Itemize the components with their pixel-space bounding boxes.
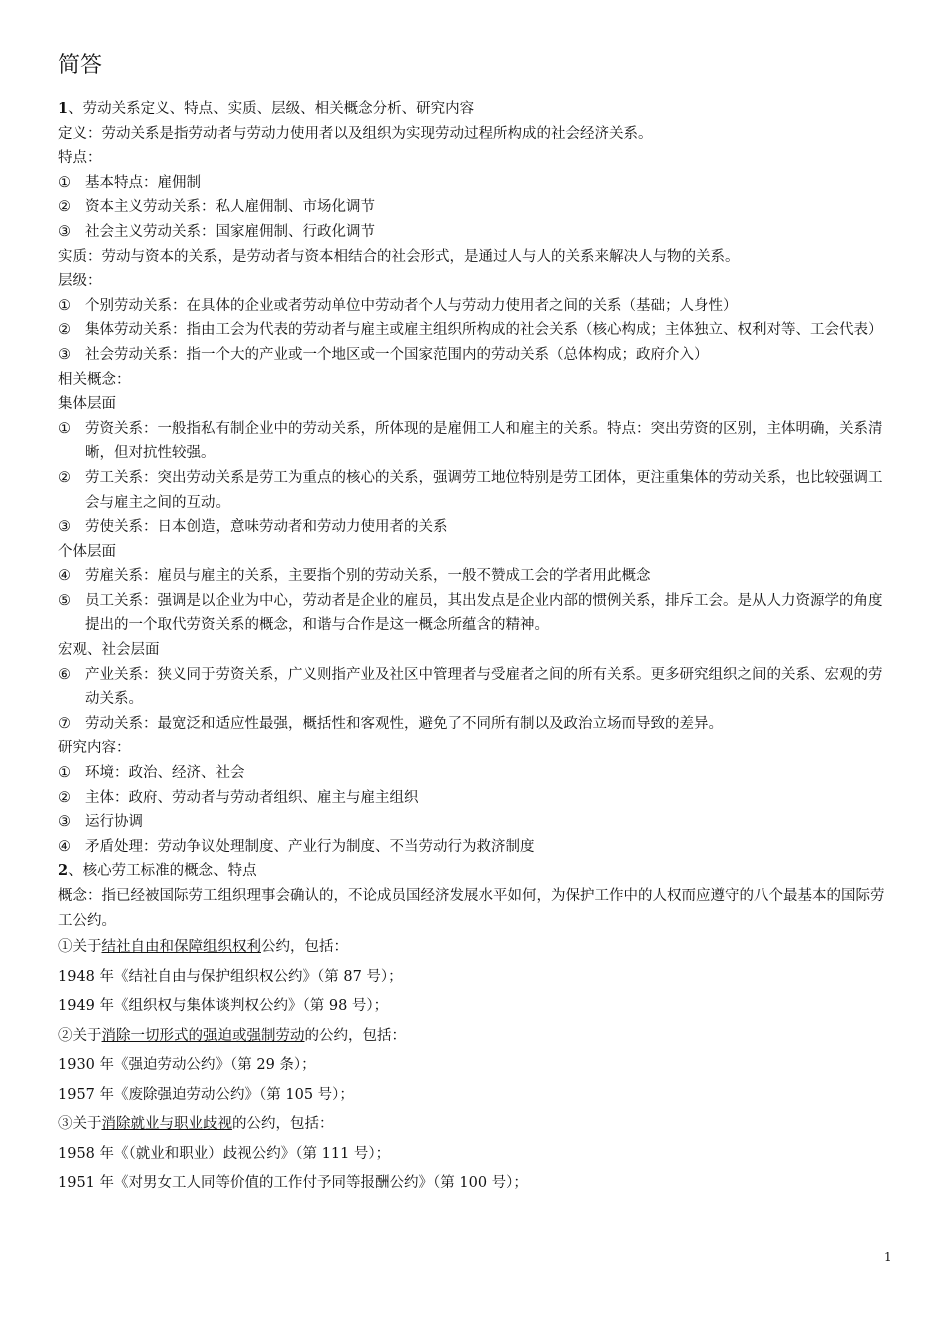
list-item xyxy=(58,171,894,196)
definition: 定义：劳动关系是指劳动者与劳动力使用者以及组织为实现劳动过程所构成的社会经济关系。 xyxy=(58,125,653,142)
list-marker: ① xyxy=(58,297,71,314)
question-2-heading: 2、核心劳工标准的概念、特点 xyxy=(58,862,257,880)
list-item-text: 产业关系：狭义同于劳资关系，广义则指产业及社区中管理者与受雇者之间的所有关系。更多研究组织之间的关系、宏观的劳动关系。 xyxy=(85,666,883,708)
list-item-text: 基本特点：雇佣制 xyxy=(85,174,201,191)
list-item-text: 劳使关系：日本创造，意味劳动者和劳动力使用者的关系 xyxy=(85,519,448,536)
list-item-text: 员工关系：强调是以企业为中心，劳动者是企业的雇员，其出发点是企业内部的惯例关系，排斥工会。是从人力资源学的角度提出的一个取代劳资关系的概念，和谐与合作是这一概念所蕴含的精神。 xyxy=(85,592,883,634)
convention-item: 1958 年《（就业和职业）歧视公约》（第 111 号）； xyxy=(58,1145,391,1162)
list-item-text: 资本主义劳动关系：私人雇佣制、市场化调节 xyxy=(85,199,375,216)
list-item-text: 集体劳动关系：指由工会为代表的劳动者与雇主或雇主组织所构成的社会关系（核心构成；主体独立、权利对等、工会代表） xyxy=(85,322,883,339)
levels-list xyxy=(58,294,894,368)
document-body xyxy=(58,97,894,1199)
list-item xyxy=(58,515,894,540)
list-item-text: 劳工关系：突出劳动关系是劳工为重点的核心的关系，强调劳工地位特别是劳工团体，更注重集体的劳动关系，也比较强调工会与雇主之间的互动。 xyxy=(85,469,883,511)
list-item xyxy=(58,343,894,368)
list-item-text: 劳雇关系：雇员与雇主的关系，主要指个别的劳动关系，一般不赞成工会的学者用此概念 xyxy=(85,568,651,585)
list-marker: ① xyxy=(58,765,71,782)
list-item-text: 社会主义劳动关系：国家雇佣制、行政化调节 xyxy=(85,223,375,240)
list-item-text: 社会劳动关系：指一个大的产业或一个地区或一个国家范围内的劳动关系（总体构成；政府介入） xyxy=(85,346,709,363)
list-item xyxy=(58,810,894,835)
list-marker: ④ xyxy=(58,838,71,855)
list-item-text: 运行协调 xyxy=(85,814,143,831)
list-marker: ③ xyxy=(58,519,71,536)
list-item-text: 个别劳动关系：在具体的企业或者劳动单位中劳动者个人与劳动力使用者之间的关系（基础；人身性） xyxy=(85,297,738,314)
convention-group-heading: ①关于结社自由和保障组织权利公约，包括： xyxy=(58,939,348,956)
concepts-label: 相关概念： xyxy=(58,371,131,388)
essence: 实质：劳动与资本的关系，是劳动者与资本相结合的社会形式，是通过人与人的关系来解决人与物的关系。 xyxy=(58,248,740,265)
macro-list xyxy=(58,663,894,737)
collective-label: 集体层面 xyxy=(58,396,116,413)
list-marker: ② xyxy=(58,322,71,339)
list-marker: ③ xyxy=(58,814,71,831)
list-item xyxy=(58,589,894,638)
list-marker: ① xyxy=(58,420,71,437)
collective-list xyxy=(58,417,894,540)
features-list xyxy=(58,171,894,245)
list-marker: ② xyxy=(58,199,71,216)
convention-item: 1957 年《废除强迫劳动公约》（第 105 号）； xyxy=(58,1086,354,1103)
list-item xyxy=(58,195,894,220)
list-item xyxy=(58,663,894,712)
convention-item: 1930 年《强迫劳动公约》（第 29 条）； xyxy=(58,1057,316,1074)
convention-item: 1949 年《组织权与集体谈判权公约》（第 98 号）； xyxy=(58,998,389,1015)
convention-item: 1951 年《对男女工人同等价值的工作付予同等报酬公约》（第 100 号）； xyxy=(58,1175,528,1192)
core-standards-concept: 概念：指已经被国际劳工组织理事会确认的，不论成员国经济发展水平如何，为保护工作中的人权而应遵守的八个最基本的国际劳工公约。 xyxy=(58,888,885,929)
macro-label: 宏观、社会层面 xyxy=(58,642,160,659)
individual-list xyxy=(58,564,894,638)
list-marker: ⑤ xyxy=(58,592,71,609)
convention-item: 1948 年《结社自由与保护组织权公约》（第 87 号）； xyxy=(58,968,403,985)
research-label: 研究内容： xyxy=(58,740,131,757)
features-label: 特点： xyxy=(58,150,102,167)
list-item xyxy=(58,417,894,466)
list-marker: ④ xyxy=(58,568,71,585)
list-item xyxy=(58,318,894,343)
list-marker: ③ xyxy=(58,223,71,240)
list-item-text: 矛盾处理：劳动争议处理制度、产业行为制度、不当劳动行为救济制度 xyxy=(85,838,535,855)
list-marker: ⑦ xyxy=(58,715,71,732)
list-item-text: 劳资关系：一般指私有制企业中的劳动关系，所体现的是雇佣工人和雇主的关系。特点：突出劳资的区别，主体明确，关系清晰，但对抗性较强。 xyxy=(85,420,883,462)
question-1-heading: 1、劳动关系定义、特点、实质、层级、相关概念分析、研究内容 xyxy=(58,100,475,117)
levels-label: 层级： xyxy=(58,273,102,290)
page-number: 1 xyxy=(884,1250,892,1264)
convention-group-heading: ③关于消除就业与职业歧视的公约，包括： xyxy=(58,1116,334,1133)
convention-group-3 xyxy=(58,1110,894,1199)
list-marker: ② xyxy=(58,469,71,486)
convention-group-2 xyxy=(58,1022,894,1111)
list-item xyxy=(58,712,894,737)
list-item xyxy=(58,564,894,589)
individual-label: 个体层面 xyxy=(58,543,116,560)
page-title: 简答 xyxy=(58,53,103,78)
list-item xyxy=(58,761,894,786)
convention-group-heading: ②关于消除一切形式的强迫或强制劳动的公约，包括： xyxy=(58,1027,406,1044)
convention-group-1 xyxy=(58,933,894,1022)
list-item-text: 环境：政治、经济、社会 xyxy=(85,765,245,782)
list-marker: ② xyxy=(58,789,71,806)
list-item-text: 劳动关系：最宽泛和适应性最强，概括性和客观性，避免了不同所有制以及政治立场而导致的差异。 xyxy=(85,715,723,732)
list-item xyxy=(58,786,894,811)
list-marker: ⑥ xyxy=(58,666,71,683)
list-item xyxy=(58,835,894,860)
list-item xyxy=(58,220,894,245)
research-list xyxy=(58,761,894,859)
list-item xyxy=(58,294,894,319)
list-item-text: 主体：政府、劳动者与劳动者组织、雇主与雇主组织 xyxy=(85,789,419,806)
list-item xyxy=(58,466,894,515)
list-marker: ③ xyxy=(58,346,71,363)
list-marker: ① xyxy=(58,174,71,191)
